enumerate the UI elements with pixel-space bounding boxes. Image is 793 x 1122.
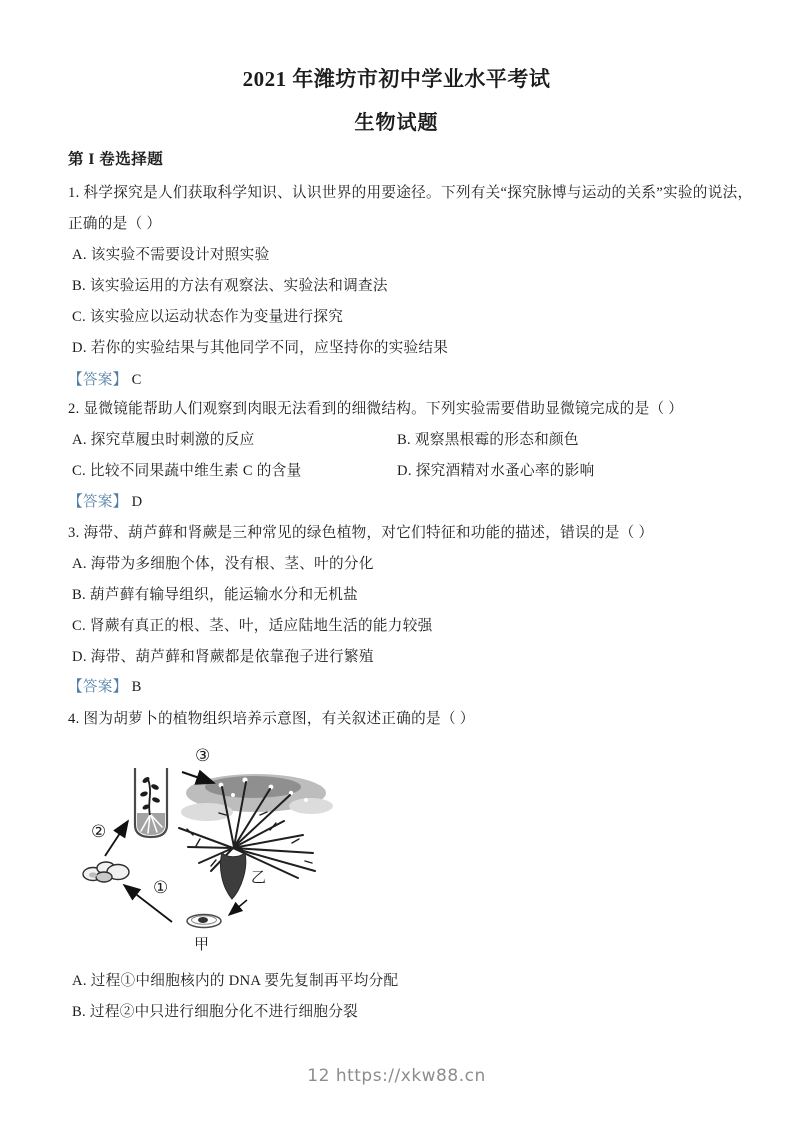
step-2-label: ② <box>91 822 107 842</box>
question-1-stem-line-1: 1. 科学探究是人们获取科学知识、认识世界的用要途径。下列有关“探究脉博与运动的关系”实验的说法， <box>68 185 753 201</box>
test-tube <box>135 768 167 837</box>
tissue-culture-figure <box>60 735 360 960</box>
arrow-plant-to-dish-icon <box>229 900 247 915</box>
question-1-stem-line-2: 正确的是（ ） <box>68 216 162 232</box>
petri-dish <box>187 915 221 928</box>
arrow-step2-icon <box>105 821 128 856</box>
carrot-foliage-canopy <box>181 774 333 821</box>
plant-label-yi: 乙 <box>251 868 267 886</box>
question-1-answer-row <box>68 370 142 390</box>
section-header: 第 I 卷选择题 <box>68 151 164 168</box>
dish-label-jia: 甲 <box>194 935 210 953</box>
question-1-option-c: C. 该实验应以运动状态作为变量进行探究 <box>72 309 344 325</box>
question-3-option-c: C. 肾蕨有真正的根、茎、叶，适应陆地生活的能力较强 <box>72 618 433 634</box>
question-2-answer-row <box>68 492 142 512</box>
question-4-option-a: A. 过程①中细胞核内的 DNA 要先复制再平均分配 <box>72 973 399 989</box>
page-footer: 12 https://xkw88.cn <box>307 1066 486 1086</box>
plantlet-shoot <box>140 777 160 815</box>
question-3-option-d: D. 海带、葫芦藓和肾蕨都是依靠孢子进行繁殖 <box>72 649 374 665</box>
question-2-option-a: A. 探究草履虫时刺激的反应 <box>72 432 255 448</box>
tissue-culture-diagram <box>60 735 360 960</box>
answer-label: 【答案】 <box>68 372 128 388</box>
answer-label: 【答案】 <box>68 494 128 510</box>
question-1-option-d: D. 若你的实验结果与其他同学不同，应坚持你的实验结果 <box>72 340 449 356</box>
answer-value: C <box>131 372 142 388</box>
question-3-answer-row <box>68 677 142 697</box>
step-1-label: ① <box>153 878 169 898</box>
step-3-label: ③ <box>195 746 211 766</box>
answer-value: D <box>131 494 143 510</box>
question-4-option-b: B. 过程②中只进行细胞分化不进行细胞分裂 <box>72 1004 359 1020</box>
question-4-stem: 4. 图为胡萝卜的植物组织培养示意图，有关叙述正确的是（ ） <box>68 711 475 727</box>
question-2-option-d: D. 探究酒精对水蚤心率的影响 <box>397 463 595 479</box>
question-3-stem: 3. 海带、葫芦藓和肾蕨是三种常见的绿色植物，对它们特征和功能的描述，错误的是（ ） <box>68 525 654 541</box>
exam-subtitle: 生物试题 <box>354 112 439 134</box>
question-3-option-b: B. 葫芦藓有输导组织，能运输水分和无机盐 <box>72 587 359 603</box>
carrot-root <box>220 853 245 899</box>
arrow-step3-icon <box>182 772 214 783</box>
question-1-option-a: A. 该实验不需要设计对照实验 <box>72 247 270 263</box>
question-2-option-c: C. 比较不同果蔬中维生素 C 的含量 <box>72 463 302 479</box>
exam-title: 2021 年潍坊市初中学业水平考试 <box>242 67 551 91</box>
callus-cells <box>83 862 129 882</box>
question-2-stem: 2. 显微镜能帮助人们观察到肉眼无法看到的细微结构。下列实验需要借助显微镜完成的是（ ） <box>68 401 684 417</box>
question-2-option-b: B. 观察黑根霉的形态和颜色 <box>397 432 579 448</box>
question-1-option-b: B. 该实验运用的方法有观察法、实验法和调查法 <box>72 278 388 294</box>
answer-value: B <box>131 679 142 695</box>
answer-label: 【答案】 <box>68 679 128 695</box>
question-3-option-a: A. 海带为多细胞个体，没有根、茎、叶的分化 <box>72 556 374 572</box>
